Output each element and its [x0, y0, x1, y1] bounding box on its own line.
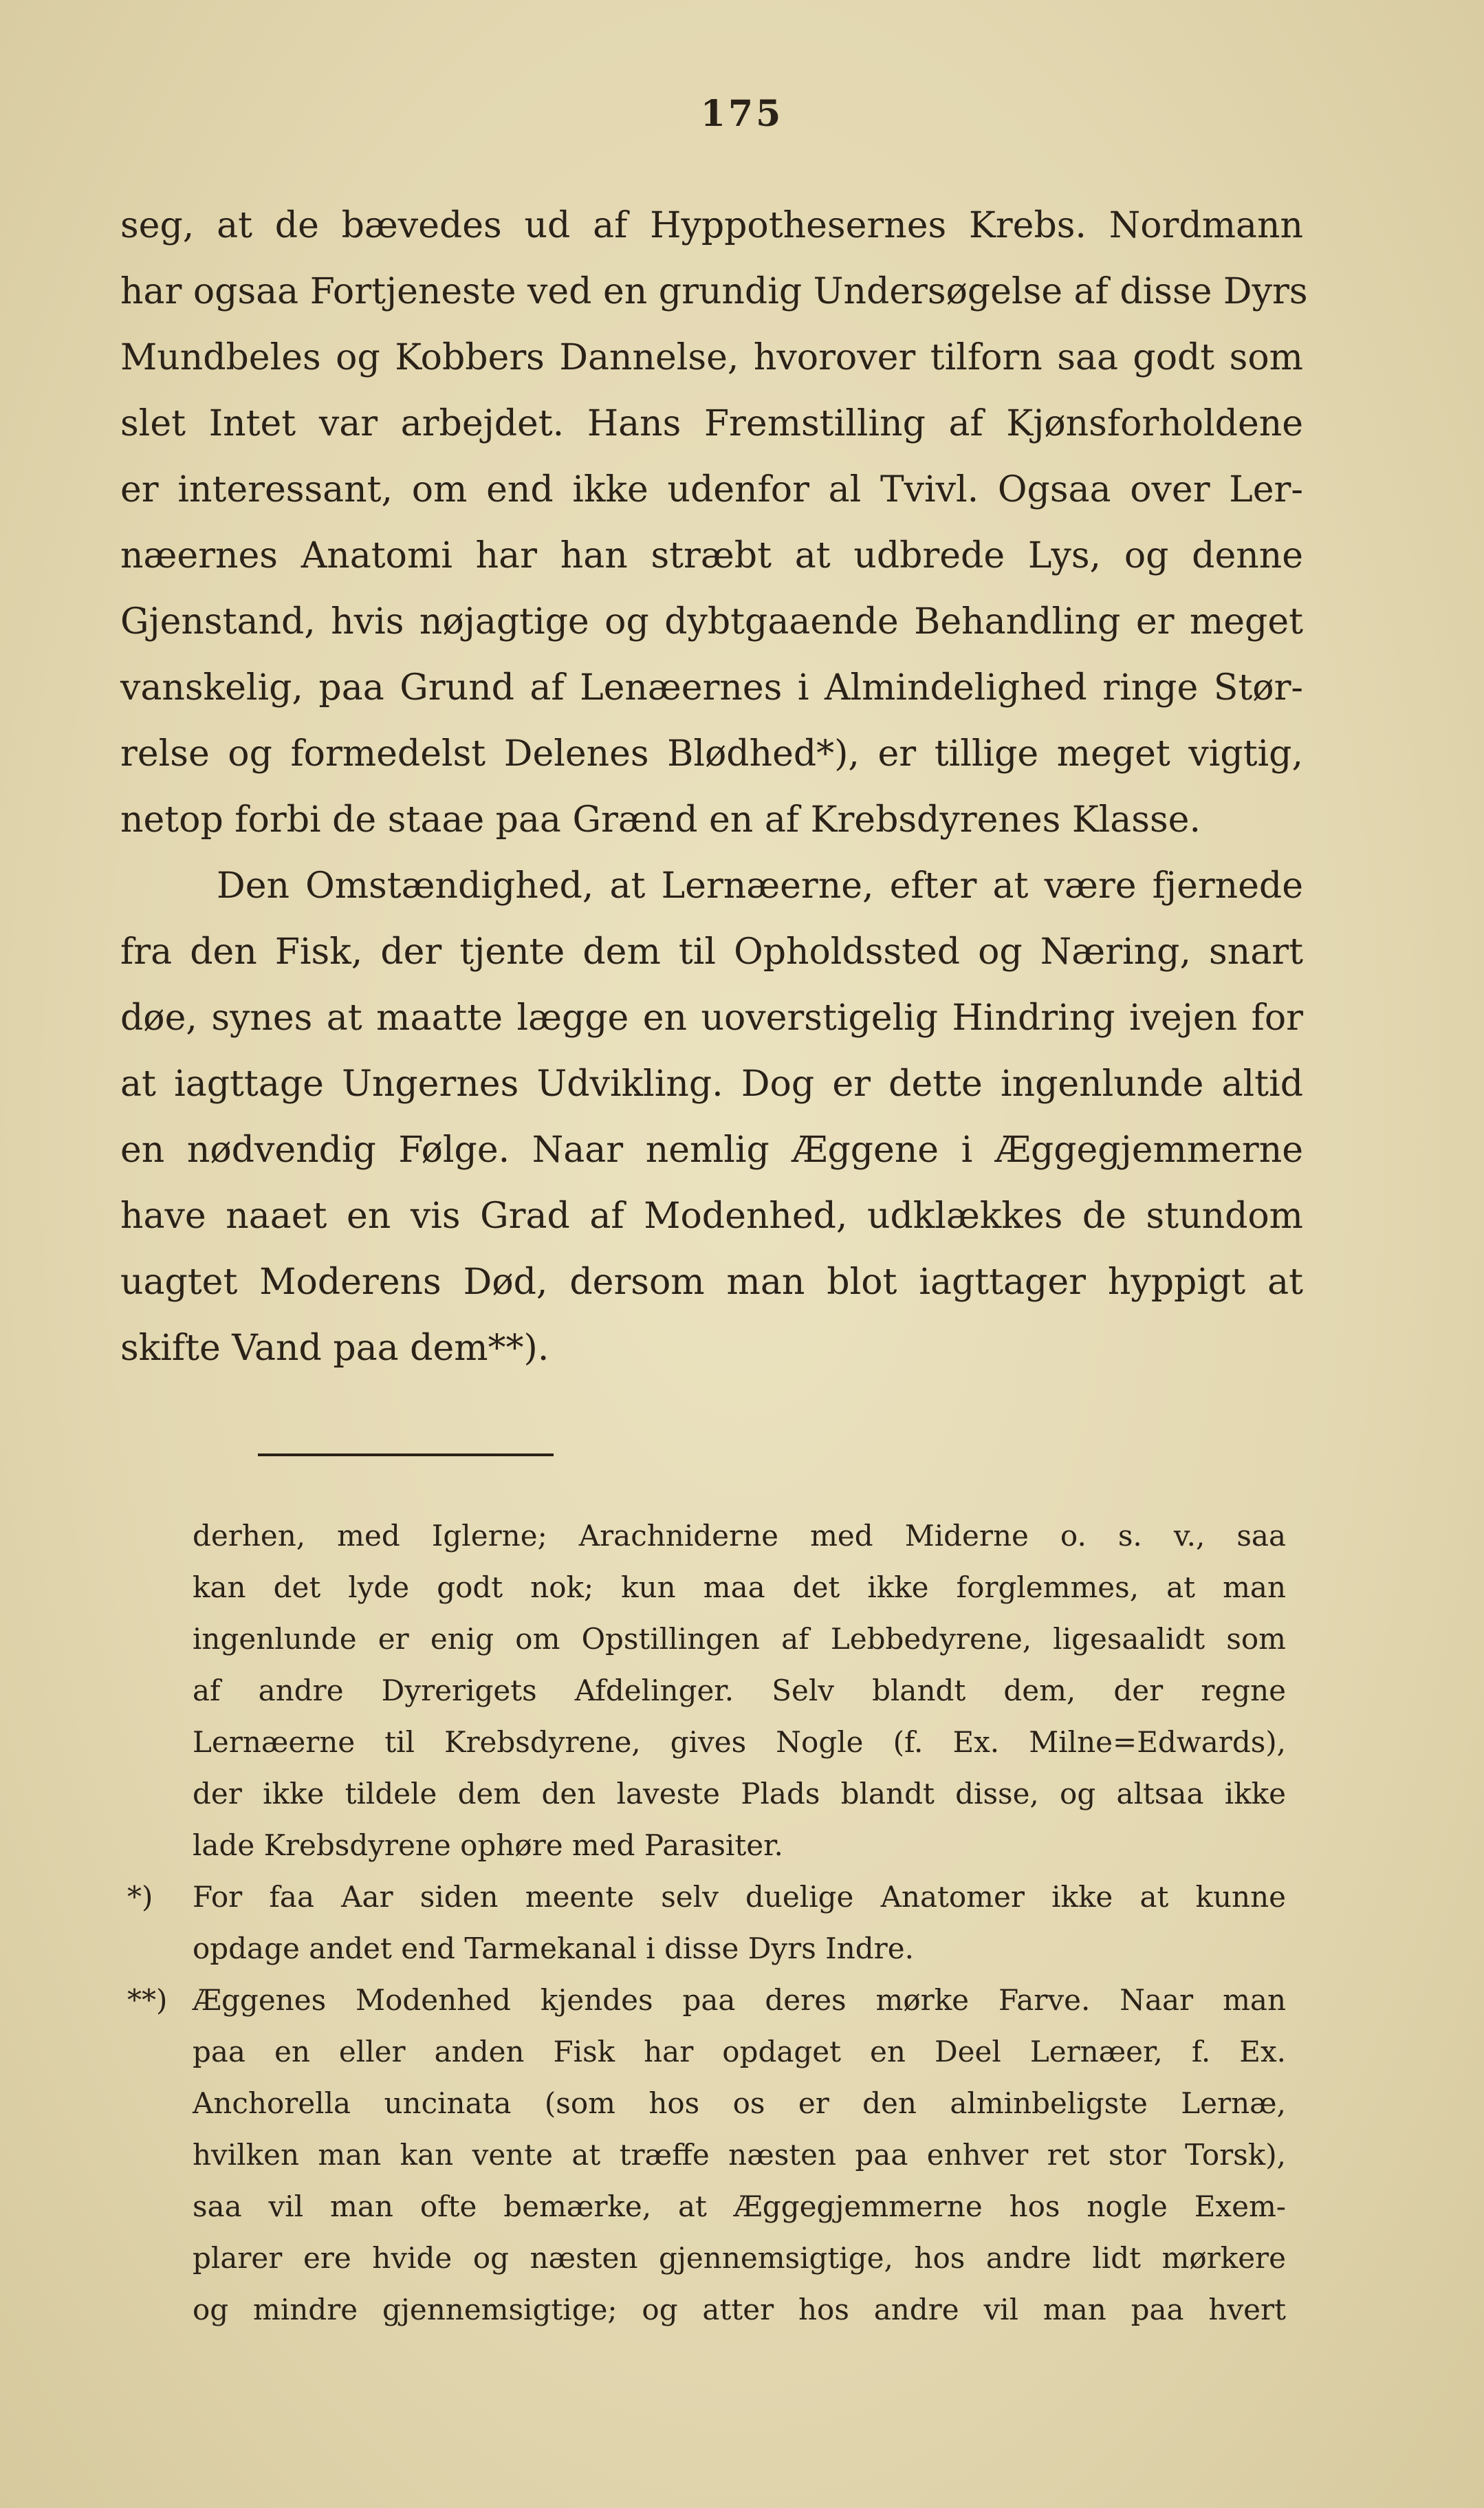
- footnotes-block: [127, 1510, 1286, 2335]
- footnote-line: [193, 1613, 1286, 1665]
- footnote-text: kan det lyde godt nok; kun maa det ikke forglemmes, at man: [193, 1570, 1286, 1604]
- footnote-line: [193, 2284, 1286, 2335]
- footnote-text: opdage andet end Tarmekanal i disse Dyrs Indre.: [193, 1932, 914, 1965]
- footnote-line: [127, 1974, 1286, 2026]
- text-line: at iagttage Ungernes Udvikling. Dog er dette ingenlunde altid: [120, 1063, 1303, 1105]
- text-line: er interessant, om end ikke udenfor al Tvivl. Ogsaa over Ler-: [120, 469, 1303, 510]
- footnote-text: saa vil man ofte bemærke, at Æggegjemmerne hos nogle Exem-: [193, 2190, 1286, 2223]
- footnote-text: der ikke tildele dem den laveste Plads blandt disse, og altsaa ikke: [193, 1777, 1286, 1810]
- text-line: vanskelig, paa Grund af Lenæernes i Almindelighed ringe Stør-: [120, 667, 1303, 709]
- footnote-marker: **): [127, 1983, 168, 2017]
- footnote-text: plarer ere hvide og næsten gjennemsigtige, hos andre lidt mørkere: [193, 2241, 1286, 2275]
- text-line: Mundbeles og Kobbers Dannelse, hvorover tilforn saa godt som: [120, 337, 1303, 378]
- footnote-line: [127, 1871, 1286, 1923]
- footnote-line: [193, 1510, 1286, 1561]
- footnote-line: [193, 1716, 1286, 1768]
- text-line: uagtet Moderens Død, dersom man blot iagttager hyppigt at: [120, 1262, 1303, 1303]
- footnote-text: Æggenes Modenhed kjendes paa deres mørke Farve. Naar man: [193, 1983, 1286, 2017]
- footnote-line: [193, 1665, 1286, 1716]
- text-line: Gjenstand, hvis nøjagtige og dybtgaaende Behandling er meget: [120, 601, 1303, 642]
- footnote-line: [193, 1819, 1286, 1871]
- footnote-text: ingenlunde er enig om Opstillingen af Lebbedyrene, ligesaalidt som: [193, 1622, 1286, 1656]
- text-line: seg, at de bævedes ud af Hyppothesernes Krebs. Nordmann: [120, 205, 1303, 246]
- footnote-marker: *): [127, 1880, 153, 1914]
- text-line: døe, synes at maatte lægge en uoverstigelig Hindring ivejen for: [120, 997, 1303, 1039]
- footnote-line: [193, 2077, 1286, 2129]
- text-line: fra den Fisk, der tjente dem til Opholdssted og Næring, snart: [120, 931, 1303, 973]
- footnote-text: og mindre gjennemsigtige; og atter hos andre vil man paa hvert: [193, 2293, 1286, 2326]
- text-line: slet Intet var arbejdet. Hans Fremstilling af Kjønsforholdene: [120, 403, 1303, 444]
- page-number: 175: [700, 93, 784, 135]
- text-line: skifte Vand paa dem**).: [120, 1328, 549, 1369]
- footnote-text: Anchorella uncinata (som hos os er den alminbeligste Lernæ,: [193, 2086, 1286, 2120]
- text-line: have naaet en vis Grad af Modenhed, udklækkes de stundom: [120, 1196, 1303, 1237]
- footnote-text: lade Krebsdyrene ophøre med Parasiter.: [193, 1828, 783, 1862]
- footnote-text: af andre Dyrerigets Afdelinger. Selv blandt dem, der regne: [193, 1674, 1286, 1707]
- text-line: relse og formedelst Delenes Blødhed*), er tillige meget vigtig,: [120, 733, 1303, 775]
- text-line: en nødvendig Følge. Naar nemlig Æggene i Æggegjemmerne: [120, 1129, 1303, 1171]
- footnote-text: hvilken man kan vente at træffe næsten paa enhver ret stor Torsk),: [193, 2138, 1286, 2172]
- footnote-text: Lernæerne til Krebsdyrene, gives Nogle (f. Ex. Milne=Edwards),: [193, 1725, 1286, 1759]
- main-text-block: [120, 193, 1308, 1381]
- footnote-line: [193, 2129, 1286, 2181]
- footnote-divider: [258, 1453, 554, 1456]
- footnote-line: [193, 1923, 1286, 1974]
- footnote-line: [193, 1561, 1286, 1613]
- footnote-line: [193, 2232, 1286, 2284]
- footnote-line: [193, 2026, 1286, 2077]
- text-line: har ogsaa Fortjeneste ved en grundig Undersøgelse af disse Dyrs: [120, 271, 1308, 312]
- text-line: næernes Anatomi har han stræbt at udbrede Lys, og denne: [120, 535, 1303, 576]
- footnote-text: paa en eller anden Fisk har opdaget en Deel Lernæer, f. Ex.: [193, 2035, 1286, 2068]
- footnote-line: [193, 1768, 1286, 1819]
- footnote-text: derhen, med Iglerne; Arachniderne med Miderne o. s. v., saa: [193, 1519, 1286, 1553]
- text-line: netop forbi de staae paa Grænd en af Krebsdyrenes Klasse.: [120, 799, 1201, 841]
- footnote-text: For faa Aar siden meente selv duelige Anatomer ikke at kunne: [193, 1880, 1286, 1914]
- text-line: Den Omstændighed, at Lernæerne, efter at være fjernede: [217, 865, 1303, 907]
- footnote-line: [193, 2181, 1286, 2232]
